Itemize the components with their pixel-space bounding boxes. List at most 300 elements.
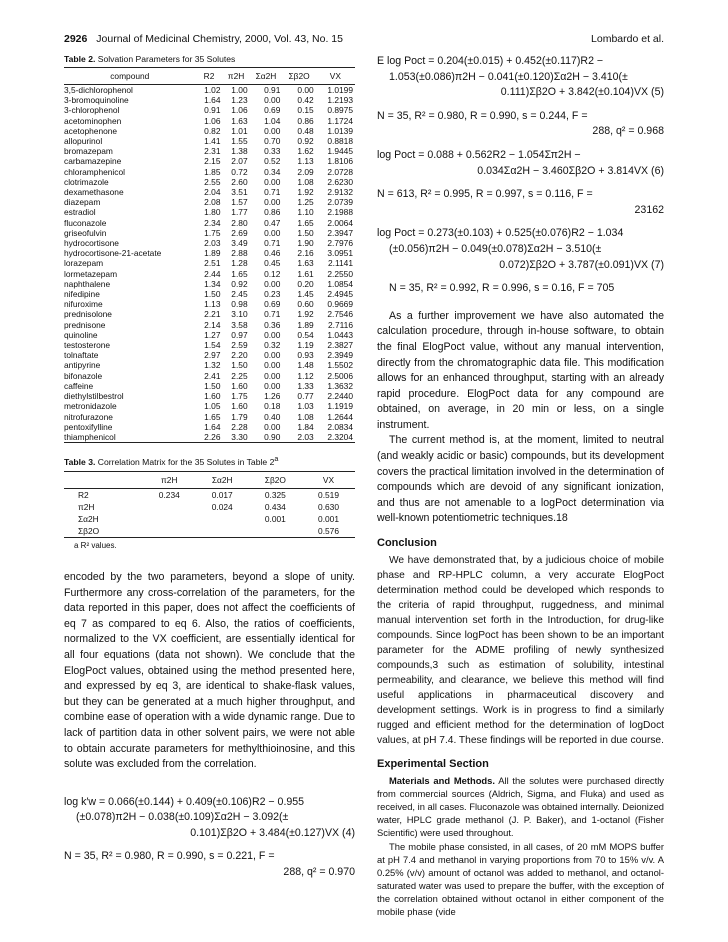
table-cell: Σβ2O <box>78 525 100 536</box>
table-row <box>64 360 355 370</box>
table-row <box>64 432 355 443</box>
table-cell: 0.024 <box>211 501 233 512</box>
table-cell: 0.00 <box>264 360 281 371</box>
table-cell: acetophenone <box>64 125 118 136</box>
table-cell: 3-bromoquinoline <box>64 95 129 106</box>
table-cell: 2.1141 <box>328 258 353 269</box>
table-cell: 2.07 <box>231 156 248 167</box>
table-cell: griseofulvin <box>64 227 107 238</box>
equation-4 <box>64 795 355 842</box>
table-row <box>64 146 355 156</box>
table-cell: 1.28 <box>231 258 248 269</box>
table-cell: 1.23 <box>231 95 248 106</box>
table-cell <box>143 513 196 525</box>
running-header <box>64 33 664 45</box>
table-cell: thiamphenicol <box>64 431 116 442</box>
table-cell: 0.8818 <box>327 136 353 147</box>
table-cell: 1.06 <box>204 115 221 126</box>
table-cell: antipyrine <box>64 360 101 371</box>
table-cell: 1.60 <box>231 401 248 412</box>
table-row <box>64 381 355 391</box>
table-cell: 2.34 <box>204 217 221 228</box>
table-cell: 1.45 <box>297 289 314 300</box>
table-cell: 0.00 <box>297 85 314 95</box>
equation-5-stats <box>377 109 664 140</box>
table-cell <box>143 525 196 538</box>
table-cell: 0.60 <box>297 299 314 310</box>
eq6-stats-line2: 23162 <box>634 203 664 216</box>
table-cell: Σα2H <box>78 513 99 524</box>
table-cell: 0.71 <box>264 187 281 198</box>
table-cell: 1.60 <box>204 391 221 402</box>
column-header: compound <box>64 68 196 85</box>
table-cell: 1.26 <box>264 391 281 402</box>
table-cell: 0.82 <box>204 125 221 136</box>
table-row <box>64 95 355 105</box>
table-row <box>64 177 355 187</box>
table-cell: 1.19 <box>297 340 314 351</box>
column-header: Σα2H <box>196 471 249 488</box>
table-cell: 0.48 <box>297 125 314 136</box>
body-paragraph: encoded by the two parameters, beyond a slope of unity. Furthermore any cross-correlation of the parameters, for the data reported in this paper, does not affect the coefficients of eq 7 as compared to eq 6. Also, the ratios of coefficients, normalized to the VX coefficient, are essentially identical for all four equations (data not shown). We conclude that the ElogPoct values, obtained using the method presented here, and expressed by eq 3, are identical to shake-flask values, but they can be generated at a much higher throughput, and combine ease of operation with a wide dynamic range. Due to lack of partition data in other solvent pairs, we were not able to obtain accurate parameters for methylthioinosine, and this solute was excluded from the correlation. <box>64 570 355 771</box>
table-cell: R2 <box>78 489 89 500</box>
table-cell: 0.36 <box>264 319 281 330</box>
eq6-stats-line1: N = 613, R² = 0.995, R = 0.997, s = 0.116, F = <box>377 188 593 201</box>
equation-6-stats <box>377 187 664 218</box>
column-header: Σβ2O <box>249 471 302 488</box>
table-cell: 1.01 <box>231 125 248 136</box>
table-cell: 1.48 <box>297 360 314 371</box>
table-cell: 2.03 <box>297 431 314 442</box>
table-cell: bifonazole <box>64 370 103 381</box>
table-cell: 1.50 <box>297 227 314 238</box>
table-cell: 1.32 <box>204 360 221 371</box>
eq7-line1: log Poct = 0.273(±0.103) + 0.525(±0.076)R2 − 1.034 <box>377 227 624 240</box>
table-cell: 2.09 <box>297 166 314 177</box>
table-cell: 0.86 <box>264 207 281 218</box>
table-cell: 1.00 <box>231 85 248 95</box>
eq5-line2: 1.053(±0.086)π2H − 0.041(±0.120)Σα2H − 3.410(± <box>389 70 628 83</box>
table-cell: 0.00 <box>264 421 281 432</box>
table-cell: 0.47 <box>264 217 281 228</box>
table-cell: 2.03 <box>204 238 221 249</box>
table-cell: 1.04 <box>264 115 281 126</box>
table-cell: 0.576 <box>318 525 339 536</box>
table-cell: prednisolone <box>64 309 112 320</box>
table-cell: 0.70 <box>264 136 281 147</box>
table-cell: 3.49 <box>231 238 248 249</box>
table-cell: 1.05 <box>204 401 221 412</box>
table-cell: nifedipine <box>64 289 100 300</box>
table-cell: 1.79 <box>231 411 248 422</box>
table-cell: diethylstilbestrol <box>64 391 124 402</box>
eq5-stats-line1: N = 35, R² = 0.980, R = 0.990, s = 0.244, F = <box>377 109 588 122</box>
eq6-line1: log Poct = 0.088 + 0.562R2 − 1.054Σπ2H − <box>377 148 581 161</box>
table-cell: 3,5-dichlorophenol <box>64 85 133 95</box>
eq4-line2: (±0.078)π2H − 0.038(±0.109)Σα2H − 3.092(± <box>76 811 289 824</box>
table-row <box>64 488 355 501</box>
table-cell: 0.18 <box>264 401 281 412</box>
table-cell: lormetazepam <box>64 268 118 279</box>
table-cell: 1.13 <box>204 299 221 310</box>
table-cell: 3.0951 <box>327 248 353 259</box>
table-cell: 1.85 <box>204 166 221 177</box>
table-cell: 1.2193 <box>327 95 353 106</box>
eq4-line3: 0.101)Σβ2O + 3.484(±0.127)VX (4) <box>190 826 355 839</box>
table-cell: 0.71 <box>264 238 281 249</box>
table3-footnote-mark: a <box>274 455 279 464</box>
table-cell: 1.1724 <box>327 115 353 126</box>
table-cell: 2.04 <box>204 187 221 198</box>
table-cell: 2.20 <box>231 350 248 361</box>
table-cell: 0.40 <box>264 411 281 422</box>
table-cell: 0.00 <box>264 95 281 106</box>
table-cell: 0.92 <box>297 136 314 147</box>
authors: Lombardo et al. <box>591 33 664 45</box>
table-cell: 1.89 <box>297 319 314 330</box>
table-row <box>64 309 355 319</box>
materials-label: Materials and Methods. <box>389 775 495 787</box>
experimental-heading: Experimental Section <box>377 758 489 771</box>
table-cell: 1.75 <box>231 391 248 402</box>
table-cell: 1.75 <box>204 227 221 238</box>
table-cell: 2.21 <box>204 309 221 320</box>
table-cell: 0.69 <box>264 299 281 310</box>
table-cell: 1.54 <box>204 340 221 351</box>
table-cell: 1.0139 <box>327 125 353 136</box>
table-cell: 1.64 <box>204 421 221 432</box>
table-cell: metronidazole <box>64 401 117 412</box>
table-cell: 1.13 <box>297 156 314 167</box>
table3-title: Correlation Matrix for the 35 Solutes in Table 2 <box>97 456 275 467</box>
table-row <box>64 258 355 268</box>
conclusion-paragraph: We have demonstrated that, by a judicious choice of mobile phase and RP-HPLC column, a very accurate ElogPoct determination method could be developed which responds to the criteria of rapid throughput, ruggedness, and minimal manual intervention set forth in the Introduction, for drug-like compounds. Since logPoct has been shown to be an important parameter for the ADME profiling of newly synthesized compounds,3 such as estimation of solubility, intestinal permeability, and clearance, we believe this method will find useful applications in pharmaceutical discovery and development settings. Work is in progress to find a similarly rugged and efficient method for the determination of logDoct values, at pH 7.4. These findings will be reported in due course. <box>377 555 664 747</box>
table-cell: 0.54 <box>297 329 314 340</box>
table-cell: 2.88 <box>231 248 248 259</box>
table-cell: 2.3947 <box>327 227 353 238</box>
table-cell: carbamazepine <box>64 156 122 167</box>
table-cell: 2.6230 <box>327 176 353 187</box>
table-row <box>64 401 355 411</box>
table-cell: 0.15 <box>297 105 314 116</box>
table-cell: 1.80 <box>204 207 221 218</box>
table-cell: estradiol <box>64 207 96 218</box>
table-cell: 0.23 <box>264 289 281 300</box>
table-row <box>64 136 355 146</box>
body-paragraph: As a further improvement we have also automated the calculation procedure, through in-house software, to obtain the final ElogPoct value, without any manual intervention, directly from the chromatographic data file. This modification allows for an enhanced throughput, starting with an already rapid procedure. ElogPoct data for any compound are obtained, on average, in 20 min or less, on a single instrument. <box>377 309 664 431</box>
table-cell: 1.9445 <box>327 146 353 157</box>
table-cell: 0.52 <box>264 156 281 167</box>
table-cell: nifuroxime <box>64 299 103 310</box>
table-cell: 1.3632 <box>327 380 353 391</box>
table-cell: 0.32 <box>264 340 281 351</box>
table-cell: 3-chlorophenol <box>64 105 120 116</box>
table-cell: fluconazole <box>64 217 107 228</box>
table-cell: 1.60 <box>231 380 248 391</box>
table-cell: 1.08 <box>297 176 314 187</box>
table-row <box>64 197 355 207</box>
eq5-stats-line2: 288, q² = 0.968 <box>592 125 664 138</box>
table-cell: caffeine <box>64 380 94 391</box>
table-cell: 1.0443 <box>327 329 353 340</box>
table-row <box>64 248 355 258</box>
table3-label: Table 3. <box>64 456 96 467</box>
table-cell: 2.7546 <box>327 309 353 320</box>
table-cell: 0.92 <box>231 278 248 289</box>
table-row <box>64 269 355 279</box>
table-row <box>64 156 355 166</box>
table-row <box>64 167 355 177</box>
table-cell: nitrofurazone <box>64 411 113 422</box>
table-cell: 2.41 <box>204 370 221 381</box>
table-cell: 2.9132 <box>327 187 353 198</box>
table-cell: 2.80 <box>231 217 248 228</box>
equation-7-stats <box>377 281 664 297</box>
table-row <box>64 299 355 309</box>
table2-caption <box>64 54 355 64</box>
table-row <box>64 218 355 228</box>
journal-citation: Journal of Medicinal Chemistry, 2000, Vol. 43, No. 15 <box>96 33 343 45</box>
table-cell: 1.77 <box>231 207 248 218</box>
equation-7 <box>377 226 664 273</box>
table-cell: 0.00 <box>264 176 281 187</box>
table-cell: 0.97 <box>231 329 248 340</box>
table-cell: 1.08 <box>297 411 314 422</box>
table-cell: 0.434 <box>264 501 286 512</box>
table-cell: 2.0834 <box>327 421 353 432</box>
table2-label: Table 2. <box>64 54 96 64</box>
table-cell: 3.30 <box>231 431 248 442</box>
table-cell: naphthalene <box>64 278 111 289</box>
table-row <box>64 105 355 115</box>
column-header: VX <box>302 471 355 488</box>
table-cell: bromazepam <box>64 146 113 157</box>
table-cell: 1.0199 <box>327 85 353 95</box>
table-cell: 1.84 <box>297 421 314 432</box>
column-header: R2 <box>196 68 223 85</box>
table-cell: 0.33 <box>264 146 281 157</box>
eq7-stats-line: N = 35, R² = 0.992, R = 0.996, s = 0.16, F = 705 <box>389 282 615 295</box>
table-cell: 1.25 <box>297 197 314 208</box>
table-cell: 2.44 <box>204 268 221 279</box>
left-column <box>64 54 355 881</box>
table-cell: 0.42 <box>297 95 314 106</box>
table-cell: 0.8975 <box>327 105 353 116</box>
table-cell: 2.45 <box>231 289 248 300</box>
table-cell: 2.15 <box>204 156 221 167</box>
table3-caption <box>64 455 355 467</box>
table-cell: 1.06 <box>231 105 248 116</box>
table-row <box>64 330 355 340</box>
table-cell: 1.34 <box>204 278 221 289</box>
table-cell: testosterone <box>64 340 111 351</box>
table-cell: hydrocortisone-21-acetate <box>64 248 162 259</box>
table-cell: 0.00 <box>264 278 281 289</box>
table-cell: 1.92 <box>297 187 314 198</box>
table-cell: 2.16 <box>297 248 314 259</box>
table-row <box>64 340 355 350</box>
column-header: π2H <box>143 471 196 488</box>
table-cell: prednisone <box>64 319 106 330</box>
table-cell: 2.31 <box>204 146 221 157</box>
table-cell: 1.50 <box>204 289 221 300</box>
table-cell: 2.0728 <box>327 166 353 177</box>
table-cell: quinoline <box>64 329 98 340</box>
table-cell: 1.0854 <box>327 278 353 289</box>
table-cell: allopurinol <box>64 136 103 147</box>
table2-title: Solvation Parameters for 35 Solutes <box>97 54 236 64</box>
table-cell: tolnaftate <box>64 350 99 361</box>
mobile-phase-paragraph: The mobile phase consisted, in all cases, of 20 mM MOPS buffer at pH 7.4 and methanol in varying proportions from 70 to 15% v/v. A 0.25% (v/v) amount of octanol was added to methanol, and octanol-saturated water was used to prepare the buffer, with the exception of the correlation obtained without octanol in either component of the mobile phase (vide <box>377 840 664 917</box>
table-cell: 1.63 <box>231 115 248 126</box>
table-cell: 2.3949 <box>327 350 353 361</box>
table-cell: 2.69 <box>231 227 248 238</box>
table-cell: 0.519 <box>318 489 339 500</box>
table-cell: pentoxifylline <box>64 421 113 432</box>
table-cell: 0.017 <box>211 489 233 500</box>
table-cell: dexamethasone <box>64 187 124 198</box>
body-paragraph: The current method is, at the moment, limited to neutral (and weakly acidic or basic) compounds, but its development covers the practical limitation involved in the determination of compounds which are devoid of any significant ionization, and thus are not amenable to a logPoct determination via well-known potentiometric techniques.18 <box>377 434 664 525</box>
materials-paragraph <box>377 774 664 839</box>
table-cell: 0.91 <box>264 85 281 95</box>
table-cell: 0.86 <box>297 115 314 126</box>
table-cell: 0.00 <box>264 197 281 208</box>
table-row <box>64 289 355 299</box>
table-cell: 3.58 <box>231 319 248 330</box>
table-cell: 1.65 <box>231 268 248 279</box>
table-cell: 2.0739 <box>327 197 353 208</box>
table-cell: 0.234 <box>158 489 180 500</box>
table-row <box>64 238 355 248</box>
table-row <box>64 501 355 513</box>
table-cell: 0.93 <box>297 350 314 361</box>
table-row <box>64 187 355 197</box>
eq4-stats-line1: N = 35, R² = 0.980, R = 0.990, s = 0.221, F = <box>64 850 275 863</box>
table-cell: 1.61 <box>297 268 314 279</box>
table-cell: 0.00 <box>264 125 281 136</box>
table-cell: 2.2440 <box>327 391 353 402</box>
table-cell: π2H <box>78 501 95 512</box>
table-cell: 1.65 <box>204 411 221 422</box>
table-cell: 2.3204 <box>327 431 353 442</box>
table-cell: 1.38 <box>231 146 248 157</box>
eq5-line1: E log Poct = 0.204(±0.015) + 0.452(±0.117)R2 − <box>377 55 604 67</box>
table-cell: 0.69 <box>264 105 281 116</box>
table-cell: 1.1919 <box>327 401 353 412</box>
table-row <box>64 525 355 538</box>
table-cell: 0.90 <box>264 431 281 442</box>
table-row <box>64 320 355 330</box>
table-cell: 0.72 <box>231 166 248 177</box>
table-cell: 2.51 <box>204 258 221 269</box>
table-cell: 2.55 <box>204 176 221 187</box>
table-cell: 0.20 <box>297 278 314 289</box>
table-cell: 2.0064 <box>327 217 353 228</box>
table-row <box>64 228 355 238</box>
table-cell: 0.46 <box>264 248 281 259</box>
table-cell: 1.50 <box>231 360 248 371</box>
table-cell: 0.325 <box>264 489 286 500</box>
table-row <box>64 391 355 401</box>
eq4-line1: log k′w = 0.066(±0.144) + 0.409(±0.106)R2 − 0.955 <box>64 795 305 808</box>
table-cell: 0.91 <box>204 105 221 116</box>
table-cell: 1.92 <box>297 309 314 320</box>
table-cell: 2.60 <box>231 176 248 187</box>
table-cell: 2.28 <box>231 421 248 432</box>
table-cell: diazepam <box>64 197 101 208</box>
table-cell: 1.41 <box>204 136 221 147</box>
table-row <box>64 350 355 360</box>
table-cell: 0.001 <box>318 513 339 524</box>
eq4-stats-line2: 288, q² = 0.970 <box>283 866 355 879</box>
table-cell: hydrocortisone <box>64 238 119 249</box>
table-cell: 2.26 <box>204 431 221 442</box>
table-row <box>64 207 355 217</box>
table-cell: 1.10 <box>297 207 314 218</box>
table-cell: 0.00 <box>264 380 281 391</box>
table-cell: 1.33 <box>297 380 314 391</box>
solvation-table <box>64 67 355 443</box>
table-cell: 0.34 <box>264 166 281 177</box>
table-cell: 1.62 <box>297 146 314 157</box>
table-cell: clotrimazole <box>64 176 109 187</box>
table-cell: 1.64 <box>204 95 221 106</box>
table-cell: 1.50 <box>204 380 221 391</box>
table-cell: 2.7116 <box>328 319 353 330</box>
column-header: Σβ2O <box>282 68 315 85</box>
table-cell: 1.90 <box>297 238 314 249</box>
table-cell: 0.00 <box>264 329 281 340</box>
column-header: VX <box>316 68 355 85</box>
table-cell: 1.27 <box>204 329 221 340</box>
eq7-line3: 0.072)Σβ2O + 3.787(±0.091)VX (7) <box>499 258 664 271</box>
table-cell: 1.03 <box>297 401 314 412</box>
table-cell: 2.14 <box>204 319 221 330</box>
column-header: Σα2H <box>250 68 283 85</box>
table-cell: 0.9669 <box>327 299 353 310</box>
table-row <box>64 412 355 422</box>
table-cell: 0.45 <box>264 258 281 269</box>
table-cell: 0.00 <box>264 370 281 381</box>
table-cell: 1.8106 <box>327 156 353 167</box>
table-cell: 2.59 <box>231 340 248 351</box>
table-row <box>64 422 355 432</box>
table-cell: 1.02 <box>204 85 221 95</box>
equation-5 <box>377 54 664 101</box>
table-cell: 2.25 <box>231 370 248 381</box>
table-cell: 1.63 <box>297 258 314 269</box>
table-row <box>64 85 355 96</box>
table-cell: 2.5006 <box>327 370 353 381</box>
table-cell: 1.2644 <box>327 411 353 422</box>
page-number: 2926 <box>64 33 88 45</box>
table-cell: 1.12 <box>297 370 314 381</box>
table-cell: 1.5502 <box>327 360 353 371</box>
table-cell: lorazepam <box>64 258 104 269</box>
table-cell: 2.97 <box>204 350 221 361</box>
materials-text: All the solutes were purchased directly from commercial sources (Aldrich, Sigma, and Fluka) and used as received, in all cases. Fluconazole was obtained internally. Deionized water, HPLC grade methanol (J. P. Baker), and 1-octanol (Fisher Scientific) were used throughout. <box>377 775 664 839</box>
table-cell: acetominophen <box>64 115 122 126</box>
table-cell <box>196 513 249 525</box>
table-cell: 0.71 <box>264 309 281 320</box>
table-cell <box>249 525 302 538</box>
table-cell: 1.55 <box>231 136 248 147</box>
table-cell: 3.10 <box>231 309 248 320</box>
right-column <box>377 54 664 918</box>
column-header: π2H <box>222 68 249 85</box>
table-cell: 1.65 <box>297 217 314 228</box>
table-cell: 2.2550 <box>327 268 353 279</box>
